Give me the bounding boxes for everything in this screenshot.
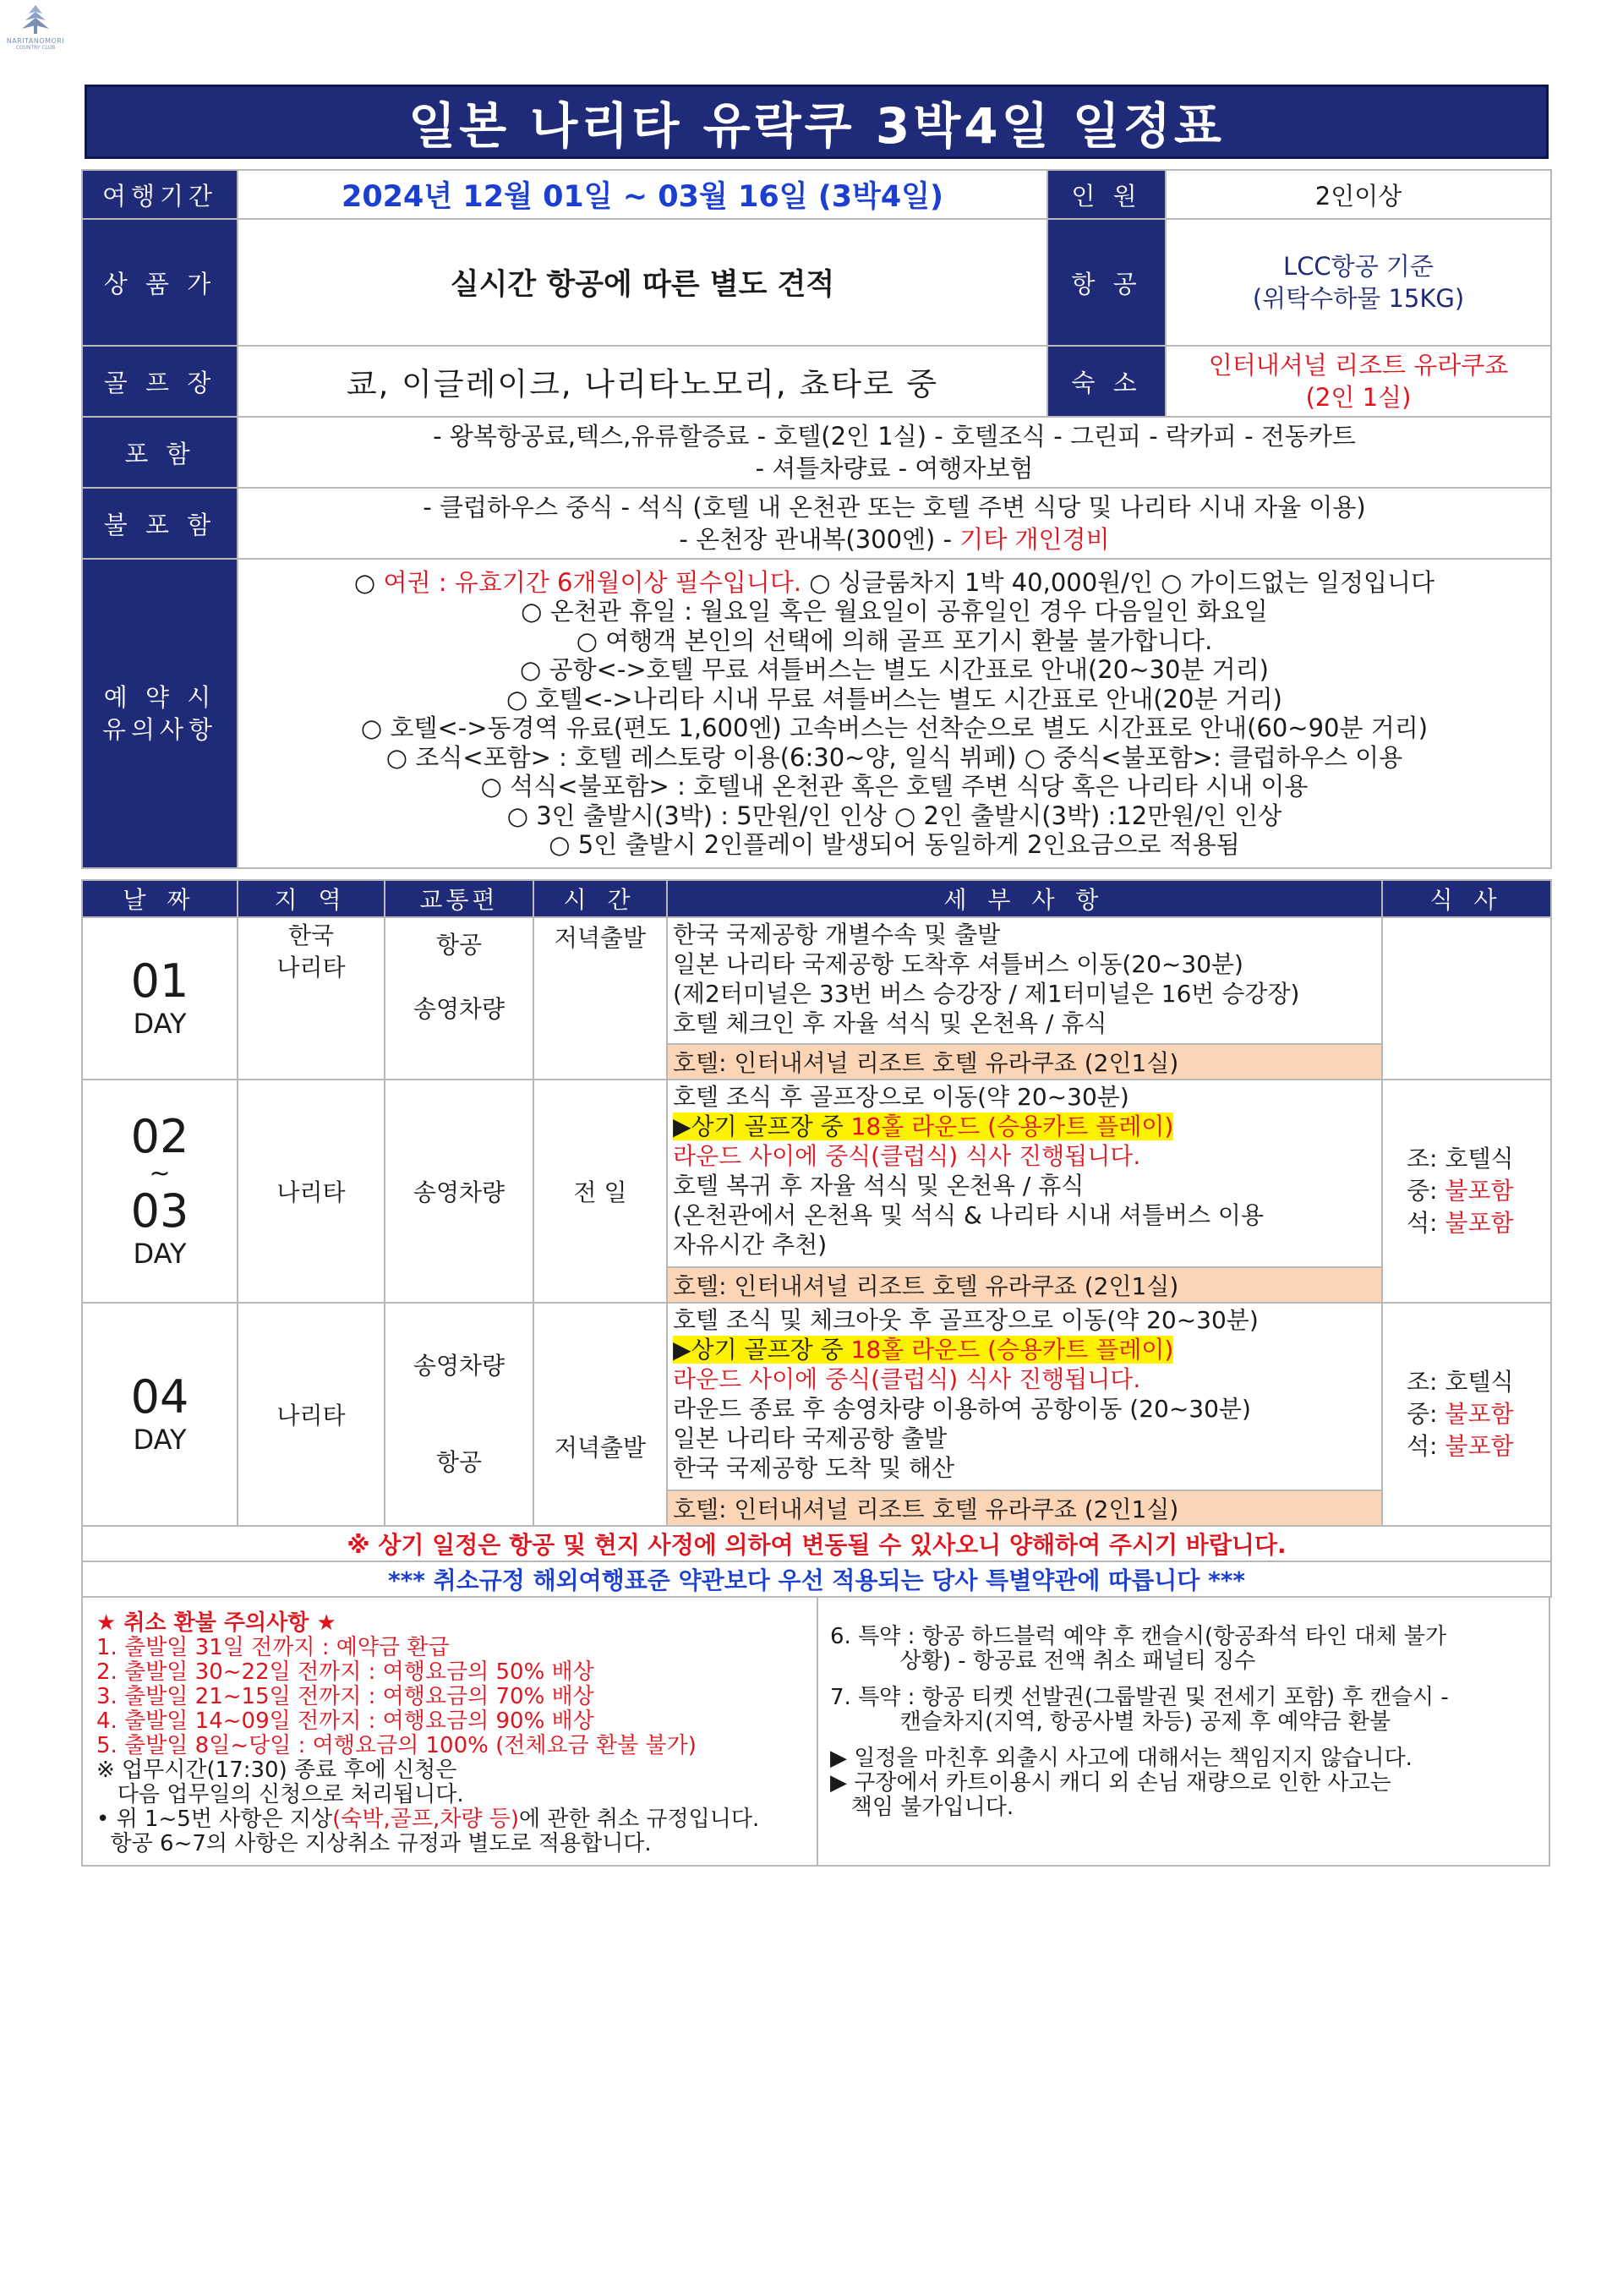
- schedule-table: [81, 879, 1552, 1598]
- day4-detail-1: 호텔 조식 및 체크아웃 후 골프장으로 이동(약 20~30분): [673, 1306, 1259, 1334]
- price-row: [82, 219, 1551, 346]
- notice-row-2: [82, 1561, 1551, 1597]
- note-1-mark: ○: [353, 567, 376, 597]
- day2-meal-dinner: [1407, 1207, 1545, 1239]
- airline-label: 항 공: [1047, 219, 1166, 346]
- day1-date: [82, 917, 238, 1080]
- day4-time: 저녁출발: [533, 1303, 667, 1526]
- period-label: 여행기간: [82, 170, 238, 219]
- day4-detail-6: 한국 국제공항 도착 및 해산: [673, 1454, 955, 1482]
- day4-num: 04: [130, 1370, 189, 1424]
- logo-line-1: NARITANOMORI: [6, 37, 65, 45]
- note-8: ○ 석식<불포함> : 호텔내 온천관 혹은 호텔 주변 식당 혹은 나리타 시내 이용: [480, 772, 1309, 801]
- day1-detail-2: 일본 나리타 국제공항 도착후 셔틀버스 이동(20~30분): [673, 950, 1243, 978]
- day2-details: [667, 1080, 1382, 1267]
- day1-region-2: 나리타: [276, 954, 346, 981]
- schedule-change-notice: ※ 상기 일정은 항공 및 현지 사정에 의하여 변동될 수 있사오니 양해하여 주시기 바랍니다.: [82, 1526, 1551, 1561]
- day2-hotel: 호텔: 인터내셔널 리조트 호텔 유라쿠죠 (2인1실): [667, 1267, 1382, 1303]
- note-9: ○ 3인 출발시(3박) : 5만원/인 인상 ○ 2인 출발시(3박) :12만원/인 인상: [506, 801, 1282, 830]
- day2-meals: [1382, 1080, 1551, 1303]
- cancel-rule-5: 5. 출발일 8일~당일 : 여행요금의 100% (전체요금 환불 불가): [96, 1733, 697, 1758]
- cancellation-rules: [83, 1598, 818, 1865]
- day2-detail-6: 자유시간 추천): [673, 1231, 828, 1259]
- day4-meal-l-label: 중:: [1407, 1400, 1438, 1428]
- day2-meal-d-value: 불포함: [1445, 1209, 1514, 1237]
- cancel-rule-2: 2. 출발일 30~22일 전까지 : 여행요금의 50% 배상: [96, 1659, 594, 1685]
- cancel-rule-1: 1. 출발일 31일 전까지 : 예약금 환급: [96, 1635, 450, 1660]
- lodging-value: [1166, 346, 1551, 417]
- day1-transport-1: 항공: [435, 931, 483, 959]
- note-1-passport: 여권 : 유효기간 6개월이상 필수입니다.: [375, 567, 801, 597]
- day4-date: [82, 1303, 238, 1526]
- cancel-note-3c: 에 관한 취소 규정입니다.: [518, 1807, 760, 1832]
- day2-detail-5: (온천관에서 온천욕 및 석식 & 나리타 시내 셔틀버스 이용: [673, 1201, 1265, 1229]
- leaf-emblem-icon: [17, 3, 54, 36]
- day4-details: [667, 1303, 1382, 1490]
- special-term-7-line-2: 캔슬차지(지역, 항공사별 차등) 공제 후 예약금 환불: [830, 1709, 1391, 1735]
- special-term-6-line-2: 상황) - 항공료 전액 취소 패널티 징수: [830, 1648, 1256, 1674]
- period-row: [82, 170, 1551, 219]
- day1-row: [82, 917, 1551, 1044]
- lodging-value-line-2: (2인 1실): [1305, 383, 1412, 412]
- golf-row: [82, 346, 1551, 417]
- day1-meals: [1382, 917, 1551, 1080]
- day4-transport-1: 송영차량: [413, 1352, 505, 1380]
- day4-meal-b-value: 호텔식: [1445, 1368, 1514, 1396]
- page-title: 일본 나리타 유락쿠 3박4일 일정표: [85, 85, 1549, 159]
- note-7: ○ 조식<포함> : 호텔 레스토랑 이용(6:30~양, 일식 뷔페) ○ 중식<불포함>: 클럽하우스 이용: [385, 742, 1403, 772]
- day4-meal-d-value: 불포함: [1445, 1432, 1514, 1460]
- cancel-rule-4: 4. 출발일 14~09일 전까지 : 여행요금의 90% 배상: [96, 1708, 594, 1734]
- note-6: ○ 호텔<->동경역 유료(편도 1,600엔) 고속버스는 선착순으로 별도 시간표로 안내(60~90분 거리): [360, 713, 1429, 742]
- day4-transport-2: 항공: [435, 1448, 483, 1476]
- golf-value: 쿄, 이글레이크, 나리타노모리, 쵸타로 중: [238, 346, 1047, 417]
- day1-region: [238, 917, 385, 1080]
- day2-num-2: 03: [130, 1184, 189, 1238]
- disclaimer-3: 책임 불가입니다.: [830, 1795, 1014, 1820]
- info-table: [81, 169, 1552, 869]
- note-1: [243, 568, 1545, 598]
- day2-meal-l-value: 불포함: [1445, 1177, 1514, 1205]
- note-10: ○ 5인 출발시 2인플레이 발생되어 동일하게 2인요금으로 적용됨: [549, 830, 1240, 859]
- day4-label: DAY: [133, 1424, 187, 1456]
- exclude-label: 불 포 함: [82, 488, 238, 559]
- golf-label: 골 프 장: [82, 346, 238, 417]
- include-row: [82, 417, 1551, 488]
- cancel-policy-notice: *** 취소규정 해외여행표준 약관보다 우선 적용되는 당사 특별약관에 따릅니다 ***: [82, 1561, 1551, 1597]
- day2-round-arrow: ▶상기 골프장 중: [673, 1112, 851, 1140]
- day2-meal-lunch: [1407, 1175, 1545, 1207]
- note-5: ○ 호텔<->나리타 시내 무료 셔틀버스는 별도 시간표로 안내(20분 거리): [506, 684, 1282, 713]
- special-terms: [818, 1598, 1549, 1865]
- day4-meal-lunch: [1407, 1398, 1545, 1430]
- day4-meal-l-value: 불포함: [1445, 1400, 1514, 1428]
- exclude-line-2a: - 온천장 관내복(300엔) -: [679, 525, 960, 554]
- day2-num-1: 02: [130, 1110, 189, 1163]
- price-label: 상 품 가: [82, 219, 238, 346]
- cancel-note-3a: • 위 1~5번 사항은 지상: [96, 1807, 333, 1832]
- day4-region: 나리타: [238, 1303, 385, 1526]
- notes-label-line-1: 예 약 시: [103, 683, 216, 712]
- header-meals: 식 사: [1382, 880, 1551, 917]
- day1-num: 01: [130, 954, 189, 1008]
- day1-label: DAY: [133, 1008, 187, 1040]
- special-term-7-line-1: 7. 특약 : 항공 티켓 선발권(그룹발권 및 전세기 포함) 후 캔슬시 -: [830, 1685, 1449, 1710]
- airline-value-line-1: LCC항공 기준: [1283, 252, 1434, 281]
- cancellation-box: [81, 1596, 1550, 1867]
- day2-meal-b-label: 조:: [1407, 1145, 1438, 1173]
- day4-detail-4: 라운드 종료 후 송영차량 이용하여 공항이동 (20~30분): [673, 1395, 1251, 1423]
- day2-meal-breakfast: [1407, 1143, 1545, 1175]
- day4-round-arrow: ▶상기 골프장 중: [673, 1336, 851, 1364]
- notes-list: [238, 559, 1551, 868]
- day1-region-1: 한국: [287, 921, 335, 949]
- day4-detail-3: 라운드 사이에 중식(클럽식) 식사 진행됩니다.: [673, 1365, 1141, 1393]
- day4-detail-5: 일본 나리타 국제공항 출발: [673, 1424, 948, 1452]
- note-3: ○ 여행객 본인의 선택에 의해 골프 포기시 환불 불가합니다.: [576, 626, 1213, 655]
- day2-time: 전 일: [533, 1080, 667, 1303]
- day4-transport: [385, 1303, 533, 1526]
- day2-label: DAY: [133, 1238, 187, 1270]
- day4-meal-d-label: 석:: [1407, 1432, 1438, 1460]
- day4-meal-b-label: 조:: [1407, 1368, 1438, 1396]
- include-line-1: - 왕복항공료,텍스,유류할증료 - 호텔(2인 1실) - 호텔조식 - 그린피 - 락카피 - 전동카트: [433, 422, 1356, 451]
- notes-label-line-2: 유의사항: [101, 715, 218, 744]
- day2-meal-d-label: 석:: [1407, 1209, 1438, 1237]
- special-term-6-line-1: 6. 특약 : 항공 하드블럭 예약 후 캔슬시(항공좌석 타인 대체 불가: [830, 1624, 1447, 1649]
- notes-row: [82, 559, 1551, 868]
- lodging-value-line-1: 인터내셔널 리조트 유라쿠죠: [1208, 351, 1509, 380]
- exclude-row: [82, 488, 1551, 559]
- day4-round-red: 18홀 라운드: [850, 1336, 981, 1364]
- day4-meals: [1382, 1303, 1551, 1526]
- people-label: 인 원: [1047, 170, 1166, 219]
- day2-row: [82, 1080, 1551, 1267]
- schedule-header-row: [82, 880, 1551, 917]
- notice-row-1: [82, 1526, 1551, 1561]
- price-value: 실시간 항공에 따른 별도 견적: [238, 219, 1047, 346]
- day2-round-rest: (승용카트 플레이): [980, 1112, 1174, 1140]
- header-date: 날 짜: [82, 880, 238, 917]
- day2-round-highlight: [673, 1112, 1173, 1140]
- day1-time: 저녁출발: [533, 917, 667, 1080]
- cancel-title: ★ 취소 환불 주의사항 ★: [96, 1610, 336, 1636]
- day2-tilde: ~: [149, 1159, 171, 1189]
- cancel-note-3b: (숙박,골프,차량 등): [332, 1807, 519, 1832]
- day4-round-rest: (승용카트 플레이): [980, 1336, 1174, 1364]
- day2-detail-2: [673, 1112, 1376, 1141]
- note-4: ○ 공항<->호텔 무료 셔틀버스는 별도 시간표로 안내(20~30분 거리): [520, 655, 1269, 684]
- day4-meal-dinner: [1407, 1430, 1545, 1462]
- note-1-rest: ○ 싱글룸차지 1박 40,000원/인 ○ 가이드없는 일정입니다: [801, 567, 1435, 597]
- disclaimer-2: ▶ 구장에서 카트이용시 캐디 외 손님 재량으로 인한 사고는: [830, 1770, 1391, 1796]
- cancel-note-4: 항공 6~7의 사항은 지상취소 규정과 별도로 적용합니다.: [96, 1831, 652, 1856]
- note-2: ○ 온천관 휴일 : 월요일 혹은 월요일이 공휴일인 경우 다음일인 화요일: [521, 597, 1268, 626]
- day1-detail-3: (제2터미널은 33번 버스 승강장 / 제1터미널은 16번 승강장): [673, 980, 1300, 1008]
- day4-row: [82, 1303, 1551, 1490]
- exclude-line-2b: 기타 개인경비: [959, 525, 1110, 554]
- cancel-note-1: ※ 업무시간(17:30) 종료 후에 신청은: [96, 1758, 457, 1783]
- logo-line-2: COUNTRY CLUB: [15, 45, 56, 51]
- airline-value: [1166, 219, 1551, 346]
- include-value: [238, 417, 1551, 488]
- cancel-note-2: 다음 업무일의 신청으로 처리됩니다.: [96, 1782, 464, 1807]
- day2-meal-l-label: 중:: [1407, 1177, 1438, 1205]
- people-value: 2인이상: [1166, 170, 1551, 219]
- day2-detail-3: 라운드 사이에 중식(클럽식) 식사 진행됩니다.: [673, 1142, 1141, 1170]
- disclaimer-1: ▶ 일정을 마친후 외출시 사고에 대해서는 책임지지 않습니다.: [830, 1746, 1413, 1771]
- day4-meal-breakfast: [1407, 1366, 1545, 1398]
- header-details: 세 부 사 항: [667, 880, 1382, 917]
- lodging-label: 숙 소: [1047, 346, 1166, 417]
- include-line-2: - 셔틀차량료 - 여행자보험: [755, 454, 1034, 483]
- header-time: 시 간: [533, 880, 667, 917]
- day1-detail-4: 호텔 체크인 후 자율 석식 및 온천욕 / 휴식: [673, 1009, 1107, 1037]
- exclude-value: [238, 488, 1551, 559]
- cancel-note-3: [96, 1807, 817, 1832]
- day2-transport: 송영차량: [385, 1080, 533, 1303]
- day2-region: 나리타: [238, 1080, 385, 1303]
- day2-detail-4: 호텔 복귀 후 자율 석식 및 온천욕 / 휴식: [673, 1172, 1085, 1200]
- day1-detail-1: 한국 국제공항 개별수속 및 출발: [673, 921, 1001, 948]
- day4-round-highlight: [673, 1336, 1173, 1364]
- exclude-line-1: - 클럽하우스 중식 - 석식 (호텔 내 온천관 또는 호텔 주변 식당 및 나리타 시내 자율 이용): [423, 493, 1366, 522]
- header-region: 지 역: [238, 880, 385, 917]
- day2-round-red: 18홀 라운드: [850, 1112, 981, 1140]
- day2-detail-1: 호텔 조식 후 골프장으로 이동(약 20~30분): [673, 1083, 1129, 1111]
- day2-date: [82, 1080, 238, 1303]
- notes-label: [82, 559, 238, 868]
- include-label: 포 함: [82, 417, 238, 488]
- header-transport: 교통편: [385, 880, 533, 917]
- day1-hotel: 호텔: 인터내셔널 리조트 호텔 유라쿠죠 (2인1실): [667, 1044, 1382, 1080]
- day1-details: [667, 917, 1382, 1044]
- cancel-rule-3: 3. 출발일 21~15일 전까지 : 여행요금의 70% 배상: [96, 1684, 594, 1709]
- day4-detail-2: [673, 1335, 1376, 1364]
- period-value: 2024년 12월 01일 ~ 03월 16일 (3박4일): [238, 170, 1047, 219]
- exclude-line-2: [243, 523, 1545, 555]
- day1-transport-2: 송영차량: [413, 995, 505, 1023]
- airline-value-line-2: (위탁수하물 15KG): [1252, 284, 1465, 313]
- day1-transport: [385, 917, 533, 1080]
- day4-hotel: 호텔: 인터내셔널 리조트 호텔 유라쿠죠 (2인1실): [667, 1490, 1382, 1526]
- club-logo: [3, 3, 68, 51]
- day2-meal-b-value: 호텔식: [1445, 1145, 1514, 1173]
